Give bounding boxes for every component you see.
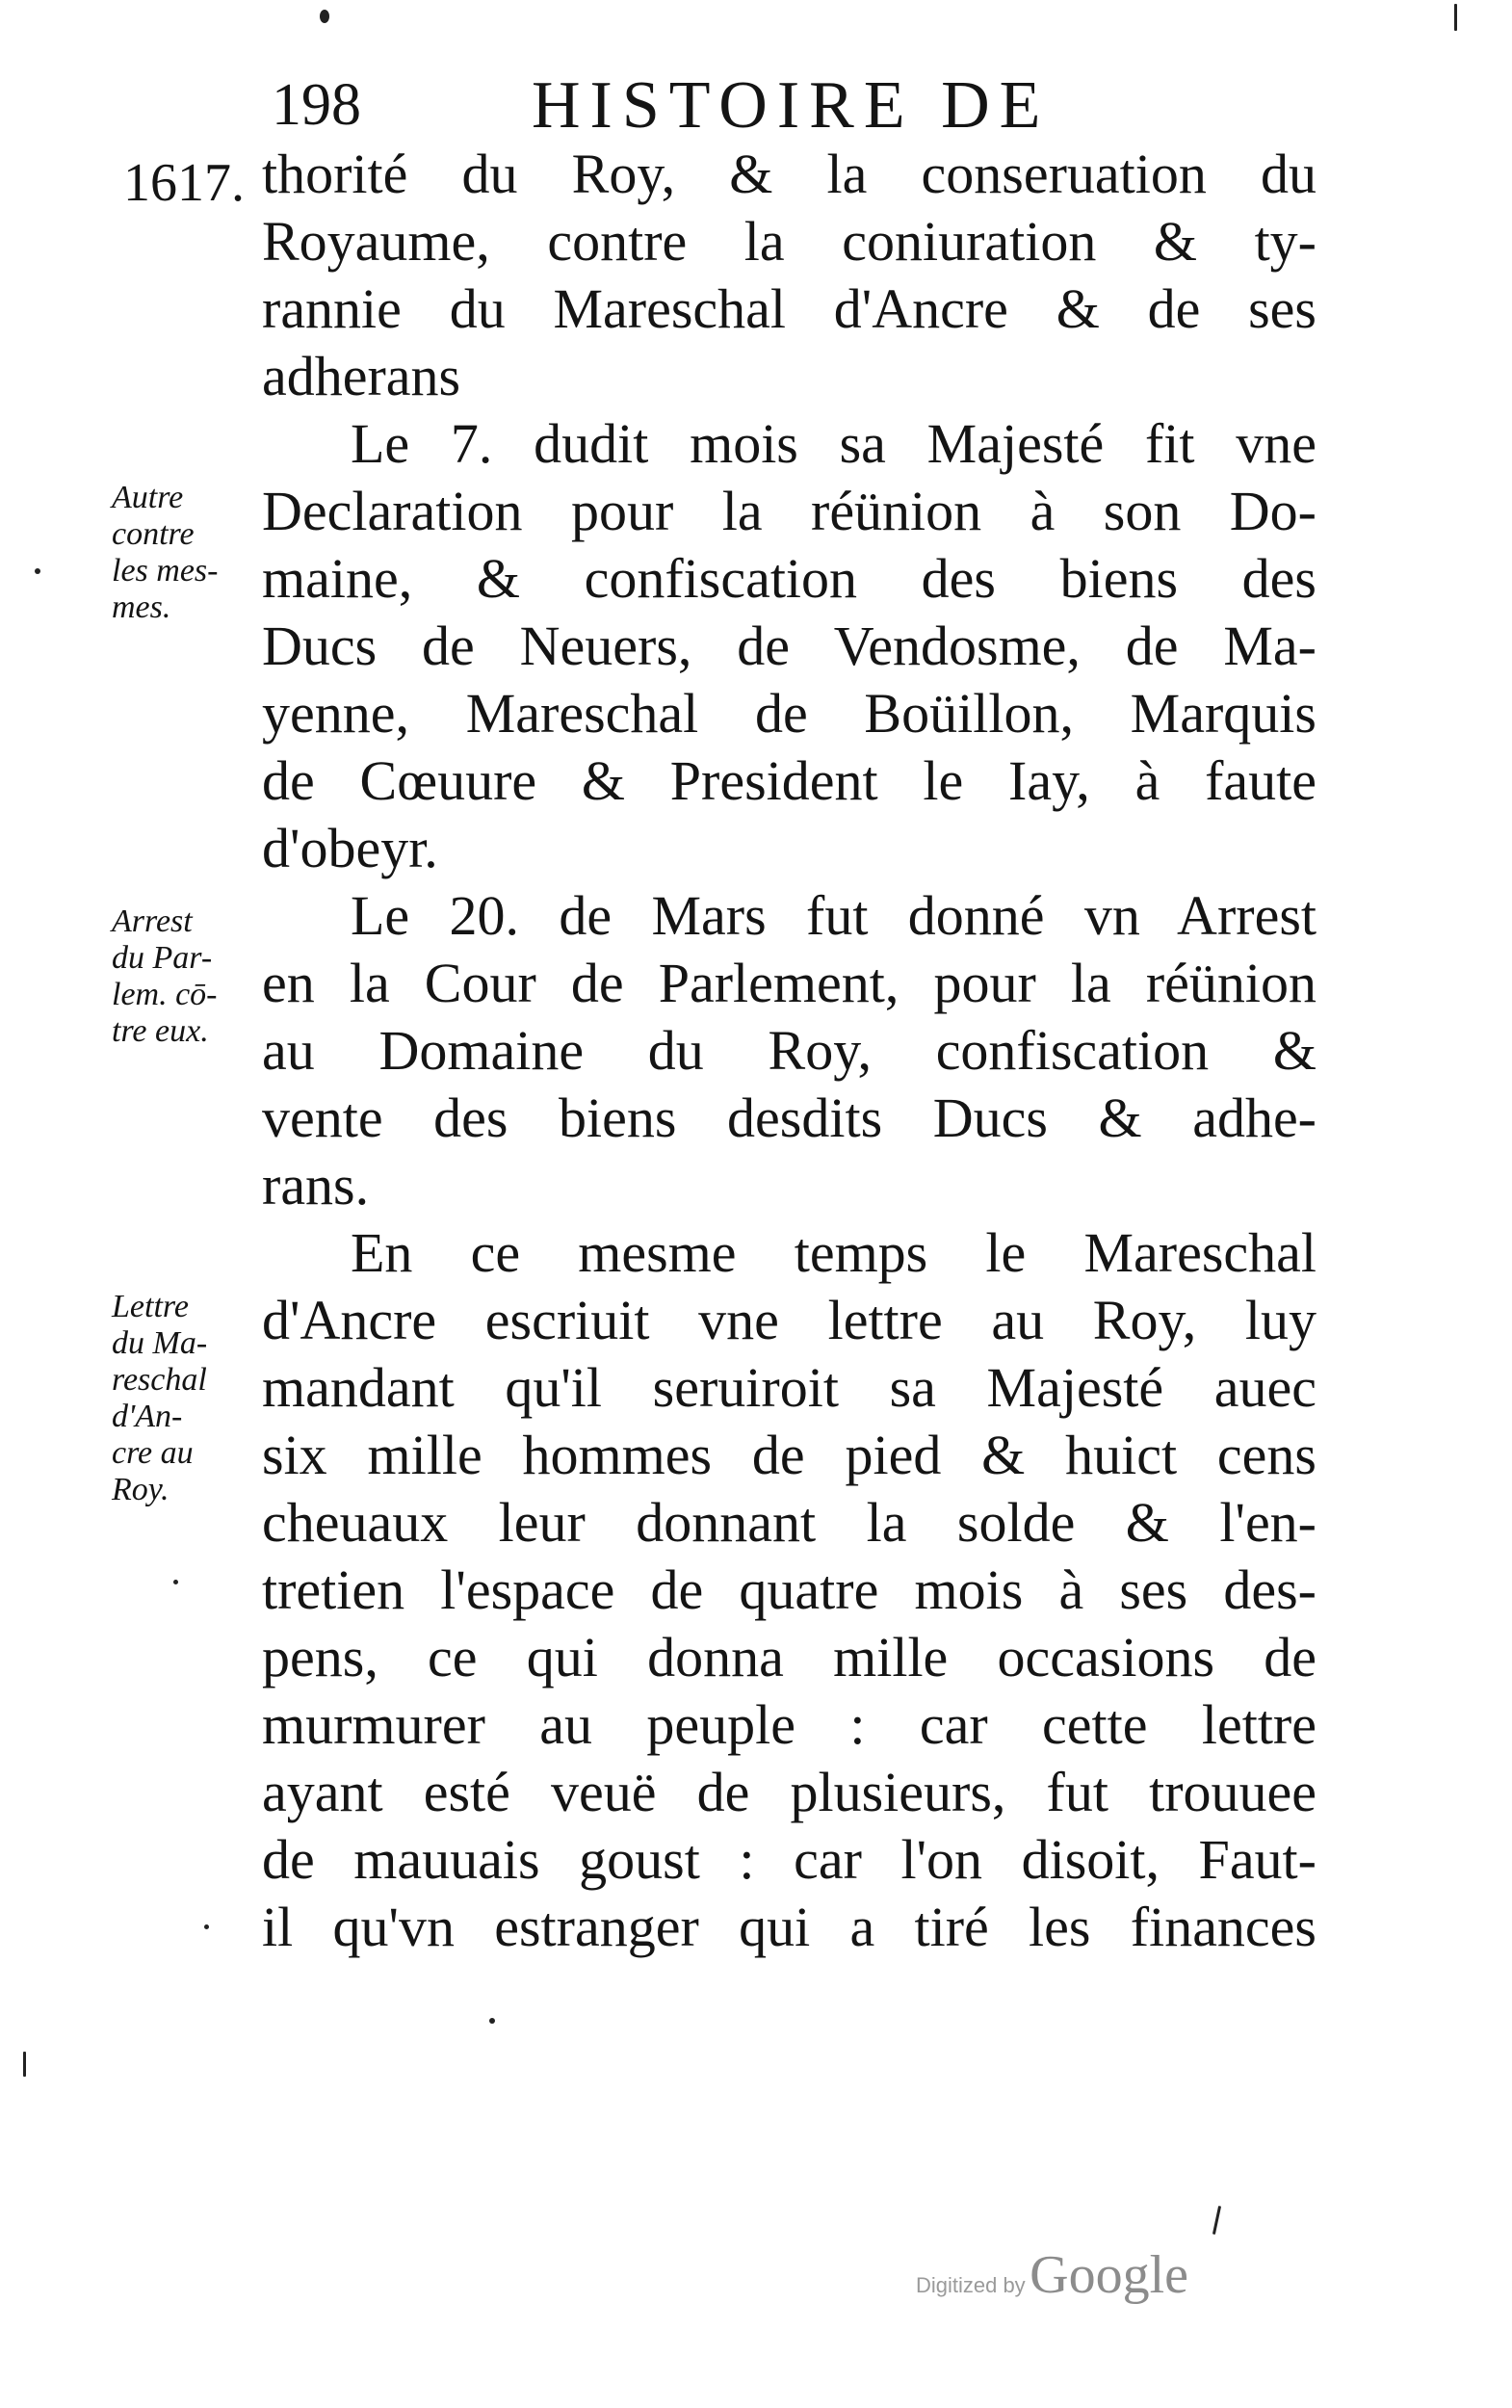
google-watermark <box>916 2244 1188 2306</box>
ink-speck <box>1454 4 1457 31</box>
running-head <box>272 67 1100 144</box>
marginal-note-autre-contre <box>112 480 247 626</box>
text-line: Le 20. de Mars fut donné vn Arrest <box>351 884 1316 947</box>
marginal-line: contre <box>112 516 195 552</box>
marginal-line: lem. cō- <box>112 977 218 1012</box>
marginal-line: tre eux. <box>112 1013 209 1049</box>
text-line: six mille hommes de pied & huict cens <box>262 1424 1316 1486</box>
text-line: ayant esté veuë de plusieurs, fut trouuee <box>262 1761 1316 1823</box>
ink-speck <box>1212 2206 1221 2235</box>
ink-speck <box>204 1924 209 1929</box>
text-line: murmurer au peuple : car cette lettre <box>262 1693 1316 1756</box>
marginal-line: du Par- <box>112 940 213 976</box>
text-line: Declaration pour la réünion à son Do- <box>262 480 1316 542</box>
body-text <box>262 141 1316 1961</box>
text-line: En ce mesme temps le Mareschal <box>351 1221 1316 1284</box>
ink-speck <box>489 2018 495 2024</box>
marginal-line: reschal <box>112 1362 207 1398</box>
marginal-line: les mes- <box>112 553 219 589</box>
text-line: Royaume, contre la coniuration & ty- <box>262 210 1316 273</box>
marginal-line: d'An- <box>112 1399 183 1434</box>
text-line: maine, & confiscation des biens des <box>262 547 1316 610</box>
text-line: rannie du Mareschal d'Ancre & de ses <box>262 277 1316 340</box>
marginal-note-arrest <box>112 903 247 1050</box>
text-line: mandant qu'il seruiroit sa Majesté auec <box>262 1356 1316 1419</box>
running-title: HISTOIRE DE <box>532 68 1051 143</box>
year-marker: 1617. <box>123 153 245 213</box>
text-line: Ducs de Neuers, de Vendosme, de Ma- <box>262 615 1316 677</box>
text-line: cheuaux leur donnant la solde & l'en- <box>262 1491 1316 1554</box>
text-line: de Cœuure & President le Iay, à faute <box>262 749 1316 812</box>
text-line: vente des biens desdits Ducs & adhe- <box>262 1086 1316 1149</box>
text-line: adherans <box>262 345 461 407</box>
text-line: en la Cour de Parlement, pour la réünion <box>262 952 1316 1014</box>
text-line: tretien l'espace de quatre mois à ses des- <box>262 1558 1316 1621</box>
marginal-line: Roy. <box>112 1472 169 1507</box>
text-line: au Domaine du Roy, confiscation & <box>262 1019 1316 1082</box>
text-line: thorité du Roy, & la conseruation du <box>262 143 1316 205</box>
text-line: Le 7. dudit mois sa Majesté fit vne <box>351 412 1316 475</box>
marginal-line: cre au <box>112 1435 194 1471</box>
text-line: pens, ce qui donna mille occasions de <box>262 1626 1316 1688</box>
text-line: d'obeyr. <box>262 817 438 879</box>
marginal-line: mes. <box>112 589 171 625</box>
text-line: yenne, Mareschal de Boüillon, Marquis <box>262 682 1316 745</box>
text-line: il qu'vn estranger qui a tiré les finances <box>262 1896 1316 1958</box>
text-line: d'Ancre escriuit vne lettre au Roy, luy <box>262 1289 1316 1351</box>
ink-speck <box>173 1580 178 1584</box>
marginal-line: du Ma- <box>112 1325 208 1361</box>
google-logo: Google <box>1030 2245 1188 2305</box>
ink-speck <box>35 568 40 574</box>
text-line: rans. <box>262 1154 370 1217</box>
digitized-by-label: Digitized by <box>915 2273 1026 2297</box>
marginal-line: Autre <box>112 480 184 515</box>
ink-speck <box>320 10 329 23</box>
ink-speck <box>23 2052 26 2077</box>
marginal-note-lettre <box>112 1289 247 1508</box>
marginal-line: Arrest <box>112 903 193 939</box>
page-number: 198 <box>272 72 361 138</box>
text-line: de mauuais goust : car l'on disoit, Faut- <box>262 1828 1316 1891</box>
marginal-line: Lettre <box>112 1289 189 1324</box>
